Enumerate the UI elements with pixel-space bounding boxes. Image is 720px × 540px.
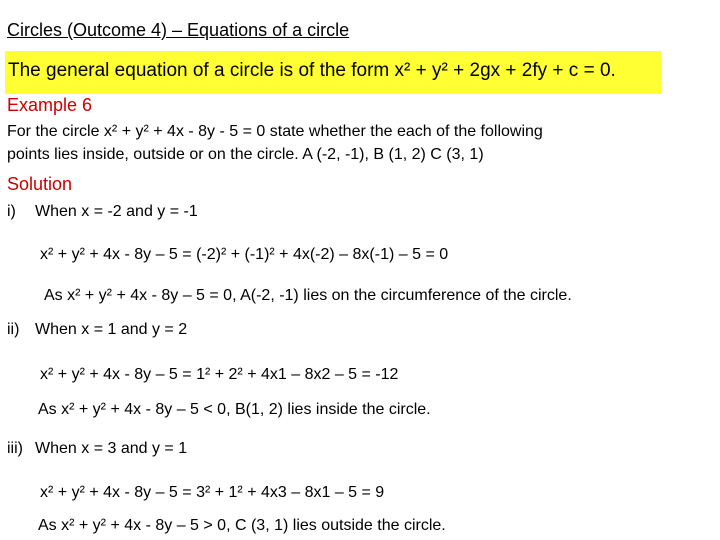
part-conclusion: As x² + y² + 4x - 8y – 5 < 0, B(1, 2) lies inside the circle. [38,401,431,418]
part-label: ii) [7,321,20,338]
part-label: iii) [7,440,23,457]
problem-statement-line-1: For the circle x² + y² + 4x - 8y - 5 = 0 state whether the each of the following [7,123,543,140]
part-condition: When x = 1 and y = 2 [35,321,188,338]
part-condition: When x = 3 and y = 1 [35,440,188,457]
part-label: i) [7,203,16,220]
solution-heading: Solution [7,174,73,194]
general-equation-text: The general equation of a circle is of the form x² + y² + 2gx + 2fy + c = 0. [8,60,616,81]
part-calculation: x² + y² + 4x - 8y – 5 = 3² + 1² + 4x3 – 8x1 – 5 = 9 [40,484,385,501]
part-calculation: x² + y² + 4x - 8y – 5 = 1² + 2² + 4x1 – 8x2 – 5 = -12 [40,366,399,383]
problem-statement-line-2: points lies inside, outside or on the circle. A (-2, -1), B (1, 2) C (3, 1) [7,146,484,163]
example-heading: Example 6 [7,95,93,115]
part-condition: When x = -2 and y = -1 [35,203,198,220]
page-title: Circles (Outcome 4) – Equations of a circle [7,20,350,40]
part-calculation: x² + y² + 4x - 8y – 5 = (-2)² + (-1)² + 4x(-2) – 8x(-1) – 5 = 0 [40,246,449,263]
part-conclusion: As x² + y² + 4x - 8y – 5 = 0, A(-2, -1) lies on the circumference of the circle. [44,287,572,304]
part-conclusion: As x² + y² + 4x - 8y – 5 > 0, C (3, 1) lies outside the circle. [38,517,446,534]
